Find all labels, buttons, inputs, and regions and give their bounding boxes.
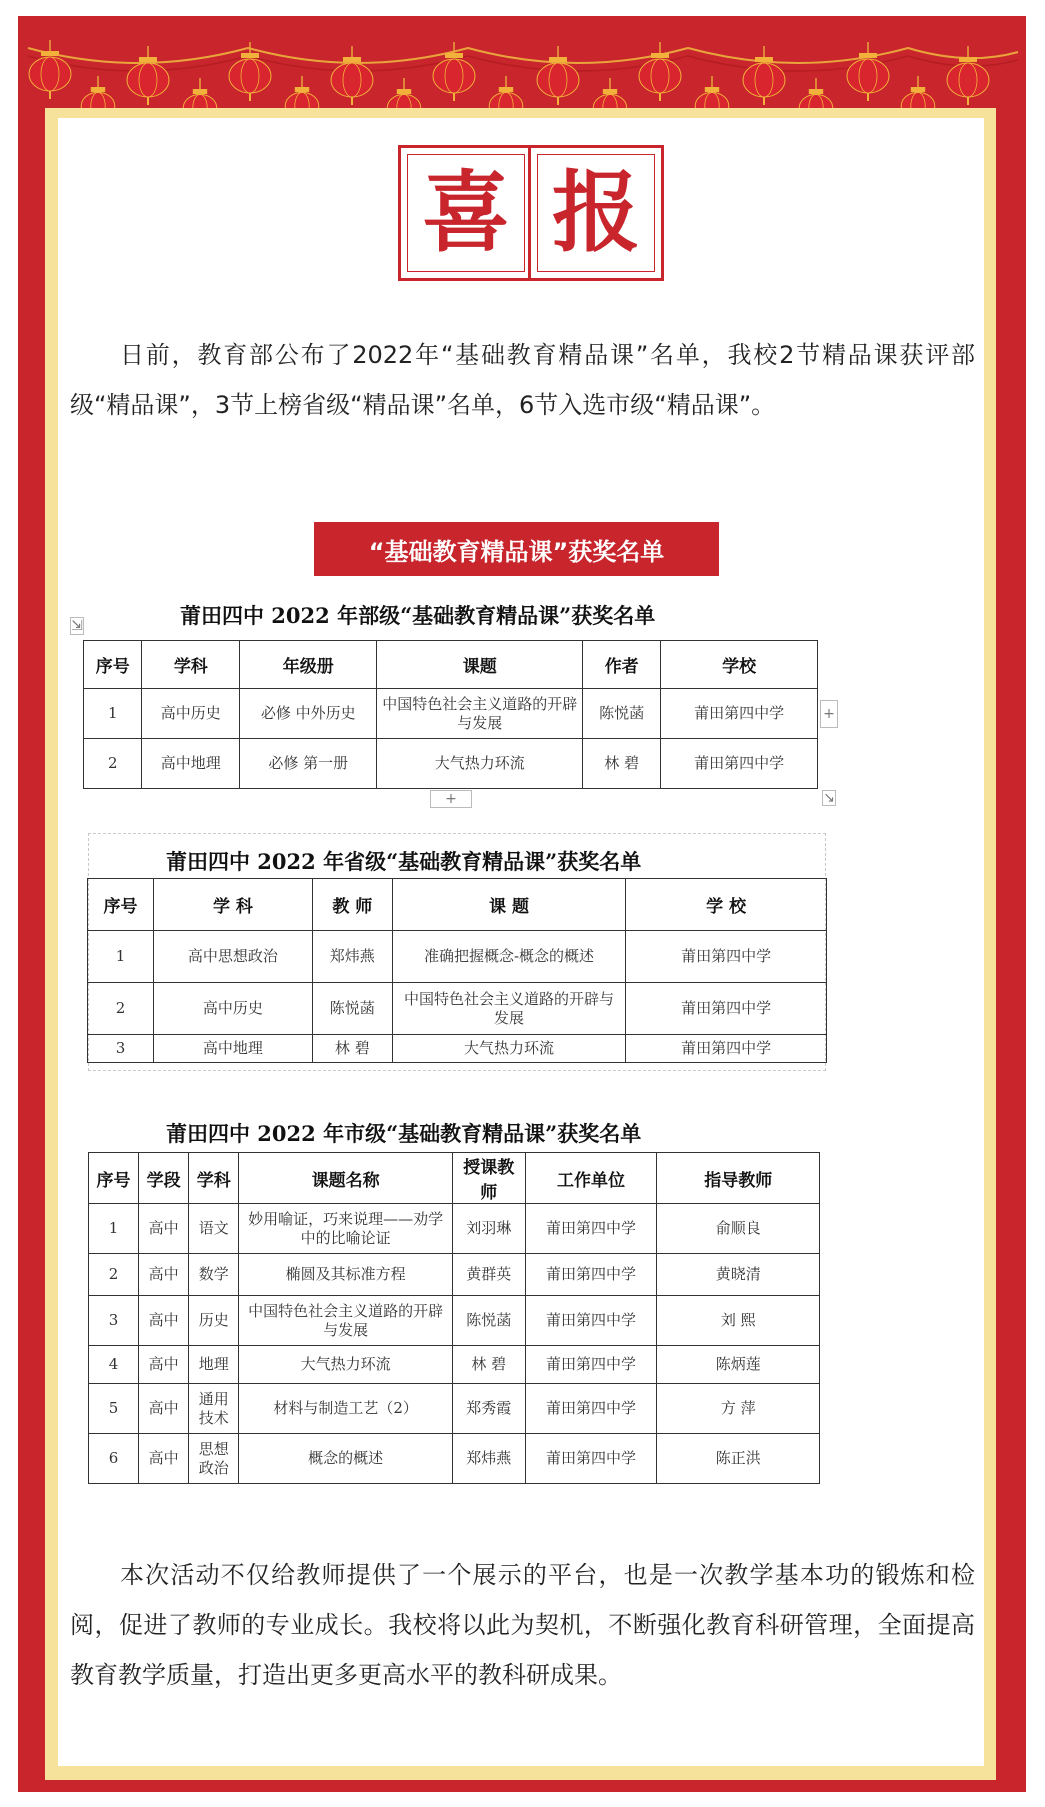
table1-cell: 1 <box>84 689 142 739</box>
lantern-icon <box>127 63 169 97</box>
table-row <box>88 931 827 983</box>
table2-cell: 3 <box>88 1035 154 1063</box>
table3-header: 授课教师 <box>452 1153 525 1204</box>
section-banner: “基础教育精品课”获奖名单 <box>314 522 719 576</box>
table1-cell: 陈悦菡 <box>583 689 661 739</box>
table3-cell: 4 <box>89 1346 139 1384</box>
lantern-cap <box>445 53 463 58</box>
lantern-icon <box>847 59 889 93</box>
table1-header: 学校 <box>661 641 818 689</box>
table3-cell: 3 <box>89 1296 139 1346</box>
table3-cell: 莆田第四中学 <box>525 1296 657 1346</box>
table2-cell: 高中历史 <box>153 983 312 1035</box>
table2-cell: 陈悦菡 <box>312 983 392 1035</box>
table3-cell: 通用技术 <box>189 1384 239 1434</box>
table3-municipal <box>88 1152 820 1484</box>
table3-cell: 黄晓清 <box>657 1254 820 1296</box>
table2-cell: 郑炜燕 <box>312 931 392 983</box>
table1-header: 学科 <box>142 641 240 689</box>
table2-cell: 准确把握概念-概念的概述 <box>392 931 625 983</box>
table1-cell: 高中历史 <box>142 689 240 739</box>
table2-header: 序号 <box>88 879 154 931</box>
table3-cell: 高中 <box>139 1384 189 1434</box>
table3-cell: 材料与制造工艺（2） <box>239 1384 453 1434</box>
table2-header: 学 科 <box>153 879 312 931</box>
table3-cell: 概念的概述 <box>239 1434 453 1484</box>
add-row-icon[interactable]: + <box>430 790 472 808</box>
lantern-icon <box>639 59 681 93</box>
table2-cell: 1 <box>88 931 154 983</box>
lantern-icon <box>229 59 271 93</box>
table3-cell: 6 <box>89 1434 139 1484</box>
title-char-box-2 <box>528 145 664 281</box>
table3-header: 序号 <box>89 1153 139 1204</box>
lantern-cap <box>193 89 207 94</box>
title-char-box-1 <box>398 145 534 281</box>
table-resize-handle-icon[interactable]: ↘ <box>823 790 835 806</box>
table3-cell: 1 <box>89 1204 139 1254</box>
table1-header: 年级册 <box>240 641 377 689</box>
table3-cell: 莆田第四中学 <box>525 1384 657 1434</box>
lantern-cap <box>959 57 977 62</box>
table1-national <box>83 640 818 789</box>
table3-cell: 2 <box>89 1254 139 1296</box>
lantern-cap <box>397 89 411 94</box>
lantern-cap <box>911 87 925 92</box>
table-move-handle-icon[interactable]: ⇲ <box>71 618 83 634</box>
title-char-1: 喜 <box>407 154 525 272</box>
lantern-icon <box>433 59 475 93</box>
table3-cell: 莆田第四中学 <box>525 1254 657 1296</box>
lantern-cap <box>343 57 361 62</box>
lantern-cap <box>651 53 669 58</box>
table3-header: 学段 <box>139 1153 189 1204</box>
table1-cell: 2 <box>84 739 142 789</box>
table3-cell: 郑炜燕 <box>452 1434 525 1484</box>
table2-header: 学 校 <box>626 879 827 931</box>
lantern-cap <box>705 87 719 92</box>
table3-cell: 数学 <box>189 1254 239 1296</box>
table3-cell: 5 <box>89 1384 139 1434</box>
intro-paragraph: 日前，教育部公布了2022年“基础教育精品课”名单，我校2节精品课获评部级“精品课”，3节上榜省级“精品课”名单，6节入选市级“精品课”。 <box>70 341 975 419</box>
table3-cell: 刘 熙 <box>657 1296 820 1346</box>
table-row <box>89 1346 820 1384</box>
lantern-cap <box>603 89 617 94</box>
table-row <box>89 1434 820 1484</box>
table3-cell: 方 萍 <box>657 1384 820 1434</box>
lantern-cap <box>755 57 773 62</box>
table1-cell: 必修 中外历史 <box>240 689 377 739</box>
table1-cell: 莆田第四中学 <box>661 689 818 739</box>
table3-cell: 高中 <box>139 1346 189 1384</box>
table3-cell: 语文 <box>189 1204 239 1254</box>
table-row <box>88 1035 827 1063</box>
table3-cell: 高中 <box>139 1434 189 1484</box>
table3-cell: 高中 <box>139 1296 189 1346</box>
table3-cell: 地理 <box>189 1346 239 1384</box>
table3-cell: 刘羽琳 <box>452 1204 525 1254</box>
table3-header: 工作单位 <box>525 1153 657 1204</box>
table3-header: 课题名称 <box>239 1153 453 1204</box>
table2-cell: 林 碧 <box>312 1035 392 1063</box>
lantern-icon <box>29 57 71 91</box>
lantern-icon <box>537 63 579 97</box>
table3-cell: 莆田第四中学 <box>525 1204 657 1254</box>
table-row <box>89 1254 820 1296</box>
table3-header: 指导教师 <box>657 1153 820 1204</box>
table2-cell: 莆田第四中学 <box>626 1035 827 1063</box>
table2-cell: 2 <box>88 983 154 1035</box>
table3-header: 学科 <box>189 1153 239 1204</box>
table2-cell: 高中思想政治 <box>153 931 312 983</box>
table-row <box>88 983 827 1035</box>
table3-cell: 莆田第四中学 <box>525 1346 657 1384</box>
table3-cell: 高中 <box>139 1254 189 1296</box>
table3-cell: 大气热力环流 <box>239 1346 453 1384</box>
table3-cell: 黄群英 <box>452 1254 525 1296</box>
table2-header: 教 师 <box>312 879 392 931</box>
table3-cell: 陈炳莲 <box>657 1346 820 1384</box>
add-column-icon[interactable]: + <box>820 700 838 728</box>
table-row <box>84 689 818 739</box>
table3-cell: 妙用喻证，巧来说理——劝学中的比喻论证 <box>239 1204 453 1254</box>
table2-cell: 高中地理 <box>153 1035 312 1063</box>
table3-cell: 俞顺良 <box>657 1204 820 1254</box>
table1-cell: 中国特色社会主义道路的开辟与发展 <box>377 689 583 739</box>
table2-cell: 莆田第四中学 <box>626 983 827 1035</box>
table2-header: 课 题 <box>392 879 625 931</box>
table2-cell: 莆田第四中学 <box>626 931 827 983</box>
lantern-icon <box>331 63 373 97</box>
title-char-2: 报 <box>537 154 655 272</box>
table-row <box>89 1204 820 1254</box>
table3-cell: 历史 <box>189 1296 239 1346</box>
table3-cell: 郑秀霞 <box>452 1384 525 1434</box>
lantern-cap <box>41 51 59 56</box>
lantern-cap <box>295 87 309 92</box>
table3-title: 莆田四中 2022 年市级“基础教育精品课”获奖名单 <box>166 1121 642 1146</box>
table3-cell: 思想政治 <box>189 1434 239 1484</box>
table1-header: 序号 <box>84 641 142 689</box>
table3-cell: 椭圆及其标准方程 <box>239 1254 453 1296</box>
table-row <box>84 739 818 789</box>
lantern-cap <box>241 53 259 58</box>
table3-cell: 林 碧 <box>452 1346 525 1384</box>
closing-paragraph: 本次活动不仅给教师提供了一个展示的平台，也是一次教学基本功的锻炼和检阅，促进了教师的专业成长。我校将以此为契机，不断强化教育科研管理，全面提高教育教学质量，打造出更多更高水平的教科研成果。 <box>70 1561 975 1689</box>
table-row <box>89 1296 820 1346</box>
table1-header: 课题 <box>377 641 583 689</box>
table1-cell: 莆田第四中学 <box>661 739 818 789</box>
lantern-cap <box>809 89 823 94</box>
table2-cell: 大气热力环流 <box>392 1035 625 1063</box>
table1-cell: 高中地理 <box>142 739 240 789</box>
table1-cell: 必修 第一册 <box>240 739 377 789</box>
table3-cell: 高中 <box>139 1204 189 1254</box>
table-row <box>89 1384 820 1434</box>
table3-cell: 陈悦菡 <box>452 1296 525 1346</box>
table2-provincial <box>87 878 827 1063</box>
lantern-cap <box>139 57 157 62</box>
table1-title: 莆田四中 2022 年部级“基础教育精品课”获奖名单 <box>180 603 656 628</box>
table3-cell: 中国特色社会主义道路的开辟与发展 <box>239 1296 453 1346</box>
table1-header: 作者 <box>583 641 661 689</box>
table2-cell: 中国特色社会主义道路的开辟与发展 <box>392 983 625 1035</box>
table3-cell: 莆田第四中学 <box>525 1434 657 1484</box>
lantern-cap <box>549 57 567 62</box>
lantern-cap <box>499 87 513 92</box>
table1-cell: 大气热力环流 <box>377 739 583 789</box>
table2-title: 莆田四中 2022 年省级“基础教育精品课”获奖名单 <box>166 849 642 874</box>
lantern-icon <box>947 63 989 97</box>
table3-cell: 陈正洪 <box>657 1434 820 1484</box>
lantern-cap <box>91 87 105 92</box>
lantern-cap <box>859 53 877 58</box>
lantern-icon <box>743 63 785 97</box>
table1-cell: 林 碧 <box>583 739 661 789</box>
